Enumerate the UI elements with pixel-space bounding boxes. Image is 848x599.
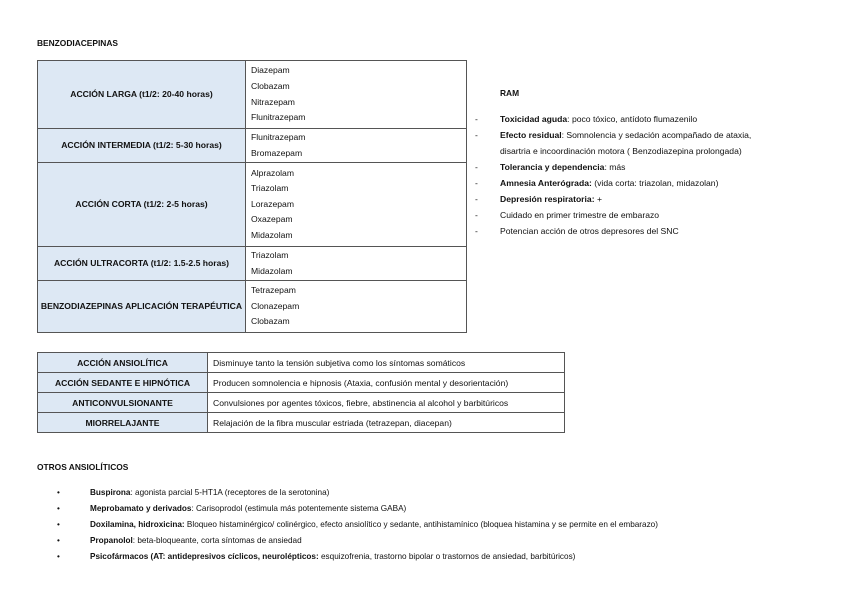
drug-name: Flunitrazepam — [251, 112, 306, 123]
drug-name: Clonazepam — [251, 300, 300, 311]
ram-term: Amnesia Anterógrada: — [500, 178, 592, 188]
drug-list — [246, 61, 467, 129]
table-row — [38, 393, 565, 413]
drug-term: Buspirona — [90, 488, 131, 497]
table-row — [38, 129, 467, 163]
drug-list — [246, 163, 467, 247]
list-item — [57, 488, 329, 497]
drug-name: Midazolam — [251, 229, 293, 240]
action-description: Convulsiones por agentes tóxicos, fiebre, abstinencia al alcohol y barbitúricos — [208, 393, 565, 413]
drug-description: Bloqueo histaminérgico/ colinérgico, efecto ansiolítico y sedante, antihistamínico (bloquea histamina y se permite en el embarazo) — [184, 520, 658, 529]
ram-text: Cuidado en primer trimestre de embarazo — [500, 210, 660, 220]
bullet: • — [57, 536, 60, 545]
drug-name: Oxazepam — [251, 214, 293, 225]
action-label: ACCIÓN ANSIOLÍTICA — [38, 353, 208, 373]
section-title-otros-ansioliticos: OTROS ANSIOLÍTICOS — [37, 462, 129, 472]
drug-name: Bromazepam — [251, 147, 303, 158]
action-label: ACCIÓN SEDANTE E HIPNÓTICA — [38, 373, 208, 393]
dash-marker: - — [475, 162, 478, 172]
group-label: ACCIÓN LARGA (t1/2: 20-40 horas) — [38, 61, 246, 129]
table-row — [38, 247, 467, 281]
list-item — [57, 536, 302, 545]
dash-marker: - — [475, 194, 478, 204]
bullet: • — [57, 488, 60, 497]
dash-marker: - — [475, 130, 478, 140]
ram-item — [475, 194, 602, 204]
ram-text: : poco tóxico, antídoto flumazenilo — [567, 114, 698, 124]
action-label: ANTICONVULSIONANTE — [38, 393, 208, 413]
drug-name: Clobazam — [251, 80, 290, 91]
drug-name: Alprazolam — [251, 167, 294, 178]
ram-text: (vida corta: triazolan, midazolan) — [591, 178, 719, 188]
drug-name: Clobazam — [251, 316, 290, 327]
dash-marker: - — [475, 226, 478, 236]
action-label: MIORRELAJANTE — [38, 413, 208, 433]
list-item — [57, 520, 658, 529]
drug-description: : agonista parcial 5-HT1A (receptores de la serotonina) — [130, 488, 330, 497]
dash-marker: - — [475, 178, 478, 188]
drug-name: Flunitrazepam — [251, 131, 306, 142]
ram-title: RAM — [500, 88, 520, 98]
drug-list — [246, 129, 467, 163]
ram-term: Depresión respiratoria: — [500, 194, 595, 204]
group-label: ACCIÓN ULTRACORTA (t1/2: 1.5-2.5 horas) — [38, 247, 246, 281]
drug-term: Psicofármacos (AT: antidepresivos cíclicos, neurolépticos: — [90, 552, 319, 561]
drug-name: Lorazepam — [251, 198, 294, 209]
drug-description: : Carisoprodol (estimula más potentemente sistema GABA) — [191, 504, 407, 513]
ram-item — [475, 162, 625, 172]
group-label: ACCIÓN INTERMEDIA (t1/2: 5-30 horas) — [38, 129, 246, 163]
table-row — [38, 413, 565, 433]
drug-term: Propanolol — [90, 536, 133, 545]
ram-term: Toxicidad aguda — [500, 114, 568, 124]
section-title-benzodiacepinas: BENZODIACEPINAS — [37, 38, 118, 48]
drug-term: Meprobamato y derivados — [90, 504, 192, 513]
ram-text: Potencian acción de otros depresores del SNC — [500, 226, 679, 236]
drug-name: Triazolam — [251, 249, 289, 260]
drug-name: Nitrazepam — [251, 96, 295, 107]
ram-item — [475, 210, 659, 220]
group-label: ACCIÓN CORTA (t1/2: 2-5 horas) — [38, 163, 246, 247]
drug-name: Midazolam — [251, 265, 293, 276]
table-row — [38, 373, 565, 393]
ram-term: Tolerancia y dependencia — [500, 162, 605, 172]
drug-name: Diazepam — [251, 65, 290, 76]
table-row — [38, 163, 467, 247]
action-description: Disminuye tanto la tensión subjetiva como los síntomas somáticos — [208, 353, 565, 373]
drug-name: Triazolam — [251, 183, 289, 194]
dash-marker: - — [475, 210, 478, 220]
dash-marker: - — [475, 114, 478, 124]
drug-name: Tetrazepam — [251, 285, 296, 296]
ram-text: : más — [604, 162, 626, 172]
ram-item — [475, 114, 697, 124]
action-description: Producen somnolencia e hipnosis (Ataxia, confusión mental y desorientación) — [208, 373, 565, 393]
action-description: Relajación de la fibra muscular estriada (tetrazepan, diacepan) — [208, 413, 565, 433]
list-item — [57, 552, 575, 561]
bullet: • — [57, 520, 60, 529]
benzodiacepinas-table — [37, 60, 467, 333]
bullet: • — [57, 552, 60, 561]
drug-list — [246, 247, 467, 281]
group-label: BENZODIAZEPINAS APLICACIÓN TERAPÉUTICA — [38, 281, 246, 333]
drug-description: esquizofrenia, trastorno bipolar o trastornos de ansiedad, barbitúricos) — [318, 552, 576, 561]
ram-text: + — [594, 194, 602, 204]
drug-list — [246, 281, 467, 333]
ram-item — [475, 130, 751, 140]
list-item — [57, 504, 406, 513]
ram-item — [475, 178, 718, 188]
table-row — [38, 281, 467, 333]
ram-item-continuation: disartria e incoordinación motora ( Benzodiazepina prolongada) — [500, 146, 742, 156]
drug-description: : beta-bloqueante, corta síntomas de ansiedad — [132, 536, 302, 545]
ram-item — [475, 226, 679, 236]
acciones-table — [37, 352, 565, 433]
drug-term: Doxilamina, hidroxicina: — [90, 520, 185, 529]
ram-term: Efecto residual — [500, 130, 562, 140]
bullet: • — [57, 504, 60, 513]
table-row — [38, 61, 467, 129]
table-row — [38, 353, 565, 373]
ram-text: : Somnolencia y sedación acompañado de ataxia, — [561, 130, 752, 140]
